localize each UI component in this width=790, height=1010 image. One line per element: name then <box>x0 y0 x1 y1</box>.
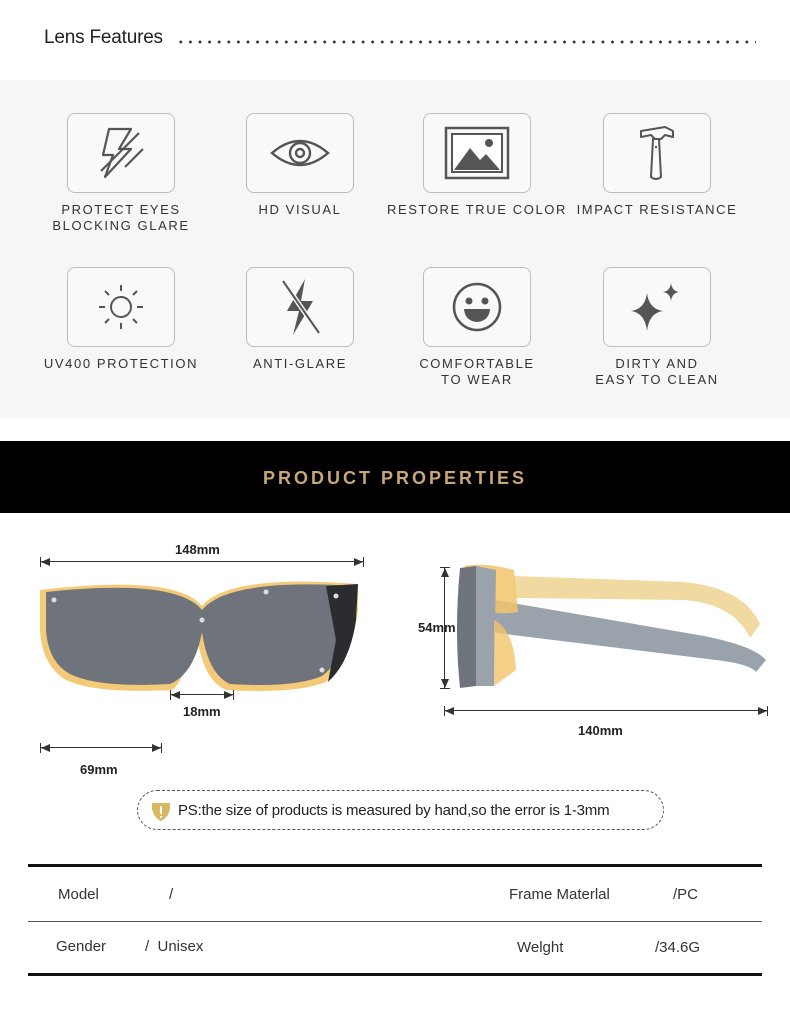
sunglasses-front-view <box>36 570 366 700</box>
bridge-dimension-label: 18mm <box>183 704 221 719</box>
feature-label: RESTORE TRUE COLOR <box>386 202 567 217</box>
lens-width-dimension-arrow <box>40 743 162 753</box>
sun-icon <box>67 267 175 347</box>
feature-restore-color <box>382 113 572 218</box>
gender-label: Gender <box>56 938 107 955</box>
feature-label: PROTECT EYES BLOCKING GLARE <box>52 202 190 233</box>
banner-title: PRODUCT PROPERTIES <box>262 468 528 488</box>
temple-length-dimension-arrow <box>444 706 768 716</box>
feature-impact-resistance <box>562 113 752 218</box>
sunglasses-side-view <box>454 560 770 692</box>
model-value: / <box>169 886 174 903</box>
lightning-slash-icon <box>246 267 354 347</box>
measurement-note <box>137 790 664 830</box>
frame-material-value: /PC <box>673 886 699 903</box>
table-top-border <box>28 864 762 867</box>
product-properties-banner <box>0 441 790 513</box>
feature-label: ANTI-GLARE <box>252 356 347 371</box>
feature-protect-eyes <box>26 113 216 234</box>
frame-material-label: Frame Materlal <box>509 886 610 903</box>
feature-label: COMFORTABLE TO WEAR <box>419 356 535 387</box>
feature-label: HD VISUAL <box>258 202 342 217</box>
weight-value: /34.6G <box>655 939 701 956</box>
table-bottom-border <box>28 973 762 976</box>
hammer-icon <box>603 113 711 193</box>
table-row-divider <box>28 921 762 922</box>
feature-label: DIRTY AND EASY TO CLEAN <box>595 356 719 387</box>
glare-block-icon <box>67 113 175 193</box>
feature-uv400 <box>26 267 216 372</box>
warning-shield-icon <box>150 800 172 822</box>
width-dimension-label: 148mm <box>175 542 220 557</box>
feature-label: IMPACT RESISTANCE <box>576 202 738 217</box>
feature-label: UV400 PROTECTION <box>43 356 199 371</box>
eye-icon <box>246 113 354 193</box>
feature-anti-glare <box>205 267 395 372</box>
feature-easy-clean <box>562 267 752 388</box>
bridge-dimension-arrow <box>170 690 234 700</box>
lens-features-title: Lens Features <box>44 27 163 48</box>
lens-width-dimension-label: 69mm <box>80 762 118 777</box>
features-grid <box>0 80 790 418</box>
feature-comfortable <box>382 267 572 388</box>
note-text: PS:the size of products is measured by hand,so the error is 1-3mm <box>178 802 610 819</box>
model-label: Model <box>58 886 99 903</box>
sparkle-icon <box>603 267 711 347</box>
feature-hd-visual <box>205 113 395 218</box>
gender-value: / Unisex <box>145 938 204 955</box>
width-dimension-arrow <box>40 557 364 567</box>
landscape-picture-icon <box>423 113 531 193</box>
dotted-divider <box>176 40 756 44</box>
lens-height-dimension-label: 54mm <box>418 620 456 635</box>
lens-features-header <box>0 0 790 80</box>
weight-label: Welght <box>517 939 564 956</box>
temple-length-dimension-label: 140mm <box>578 723 623 738</box>
smiley-face-icon <box>423 267 531 347</box>
